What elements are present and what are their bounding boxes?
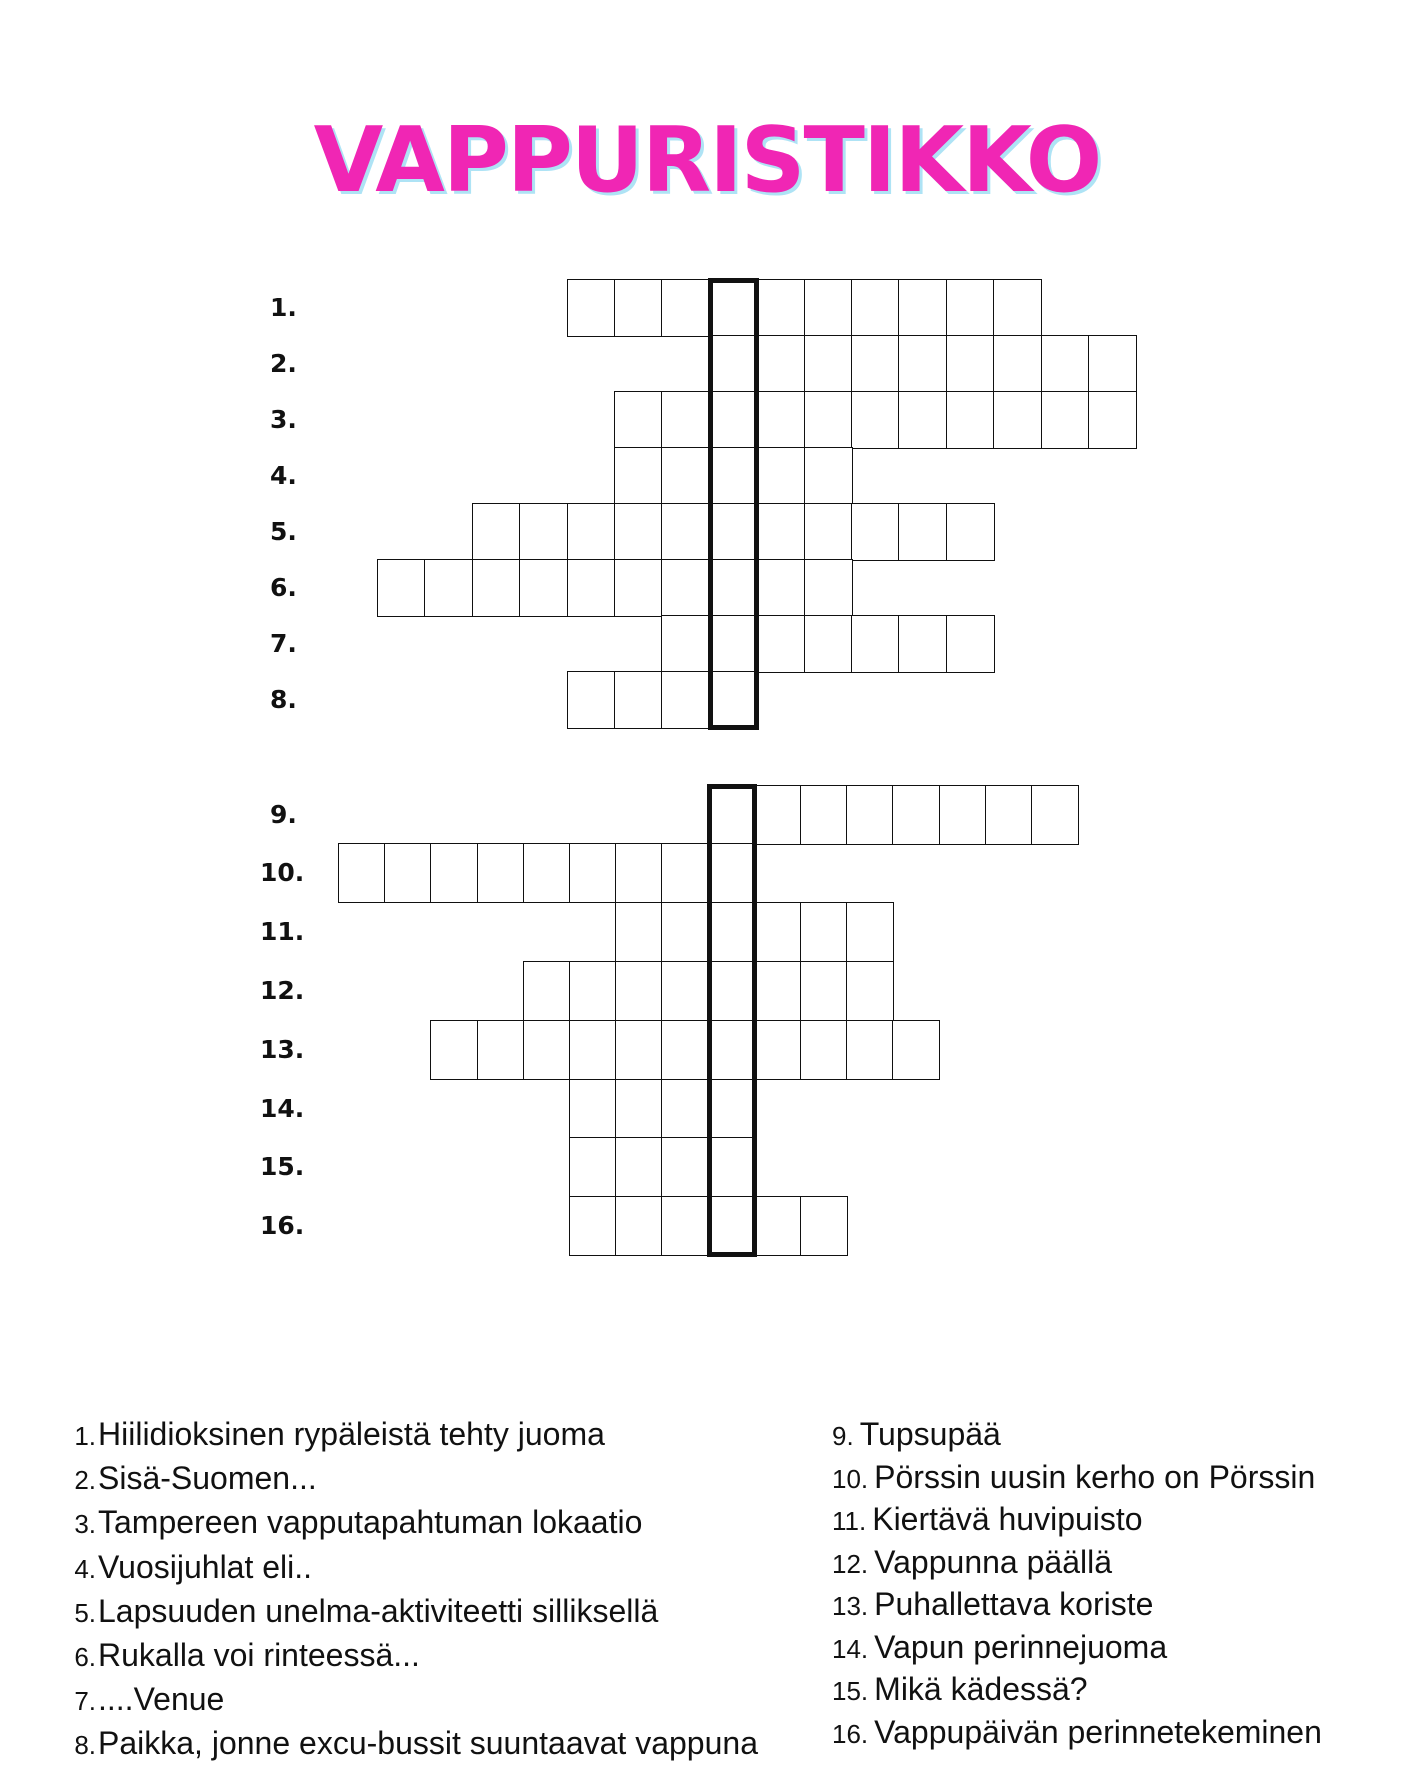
clue-text: Sisä-Suomen... [98, 1460, 317, 1497]
crossword-cell[interactable] [615, 902, 663, 962]
crossword-cell[interactable] [338, 843, 386, 903]
crossword-cell[interactable] [708, 1196, 756, 1256]
crossword-cell[interactable] [661, 1137, 709, 1197]
crossword-cell[interactable] [569, 1196, 617, 1256]
row-number: 5. [270, 517, 297, 546]
crossword-cell[interactable] [846, 1020, 894, 1080]
crossword-cell[interactable] [754, 1020, 802, 1080]
crossword-cell[interactable] [615, 843, 663, 903]
clue-text: Puhallettava koriste [874, 1586, 1154, 1622]
clue-number: 7. [74, 1686, 96, 1717]
crossword-cell[interactable] [477, 1020, 525, 1080]
crossword-cell[interactable] [1088, 335, 1137, 393]
row-number: 9. [270, 800, 297, 829]
clue-number: 8. [74, 1730, 96, 1761]
clue-item [72, 1418, 605, 1450]
clue-item [72, 1460, 317, 1497]
crossword-cell[interactable] [756, 391, 805, 449]
clue-item [72, 1592, 659, 1629]
clue-number: 13. [832, 1591, 869, 1621]
clue-text: Kiertävä huvipuisto [872, 1501, 1143, 1537]
crossword-cell[interactable] [898, 279, 947, 337]
crossword-cell[interactable] [898, 335, 947, 393]
crossword-cell[interactable] [708, 1020, 756, 1080]
crossword-cell[interactable] [472, 559, 521, 617]
crossword-cell[interactable] [708, 843, 756, 903]
crossword-cell[interactable] [661, 391, 710, 449]
clue-item [72, 1725, 758, 1762]
crossword-cell[interactable] [892, 1020, 940, 1080]
crossword-cell[interactable] [614, 559, 663, 617]
crossword-cell[interactable] [946, 335, 995, 393]
crossword-cell[interactable] [377, 559, 426, 617]
crossword-cell[interactable] [892, 785, 940, 845]
crossword-cell[interactable] [898, 615, 947, 673]
clue-text: Paikka, jonne excu-bussit suuntaavat vappuna [98, 1725, 758, 1762]
crossword-cell[interactable] [430, 843, 478, 903]
crossword-cell[interactable] [709, 671, 758, 729]
crossword-cell[interactable] [567, 559, 616, 617]
crossword-cell[interactable] [993, 335, 1042, 393]
crossword-cell[interactable] [569, 1079, 617, 1139]
crossword-cell[interactable] [567, 279, 616, 337]
crossword-cell[interactable] [756, 279, 805, 337]
crossword-cell[interactable] [800, 1196, 848, 1256]
clue-text: Vuosijuhlat eli.. [98, 1548, 313, 1585]
clue-number: 4. [74, 1553, 96, 1584]
crossword-cell[interactable] [756, 615, 805, 673]
crossword-cell[interactable] [615, 1020, 663, 1080]
crossword-cell[interactable] [569, 1137, 617, 1197]
crossword-cell[interactable] [523, 843, 571, 903]
crossword-cell[interactable] [993, 391, 1042, 449]
crossword-cell[interactable] [661, 1020, 709, 1080]
crossword-cell[interactable] [709, 559, 758, 617]
clue-item [832, 1543, 1112, 1580]
crossword-cell[interactable] [804, 447, 853, 505]
crossword-cell[interactable] [709, 447, 758, 505]
row-number: 4. [270, 461, 297, 490]
crossword-cell[interactable] [661, 1079, 709, 1139]
clue-number: 15. [832, 1676, 869, 1706]
crossword-cell[interactable] [477, 843, 525, 903]
crossword-cell[interactable] [754, 902, 802, 962]
crossword-cell[interactable] [614, 391, 663, 449]
clue-number: 5. [74, 1597, 96, 1628]
clue-number: 9. [832, 1421, 854, 1451]
crossword-cell[interactable] [804, 559, 853, 617]
crossword-cell[interactable] [614, 671, 663, 729]
crossword-cell[interactable] [709, 335, 758, 393]
clue-item [832, 1503, 1143, 1535]
row-number: 2. [270, 349, 297, 378]
crossword-cell[interactable] [804, 503, 853, 561]
crossword-cell[interactable] [661, 902, 709, 962]
crossword-cell[interactable] [1031, 785, 1079, 845]
clue-text: Rukalla voi rinteessä... [98, 1637, 420, 1673]
crossword-cell[interactable] [851, 391, 900, 449]
clue-text: Hiilidioksinen rypäleistä tehty juoma [98, 1416, 605, 1452]
crossword-cell[interactable] [614, 503, 663, 561]
row-number: 1. [270, 293, 297, 322]
clue-item [832, 1713, 1322, 1750]
crossword-cell[interactable] [846, 785, 894, 845]
clue-text: ....Venue [98, 1681, 225, 1718]
crossword-cell[interactable] [615, 1137, 663, 1197]
crossword-cell[interactable] [754, 1196, 802, 1256]
row-number: 8. [270, 685, 297, 714]
crossword-cell[interactable] [384, 843, 432, 903]
clue-number: 16. [832, 1718, 869, 1749]
crossword-cell[interactable] [424, 559, 473, 617]
crossword-cell[interactable] [985, 785, 1033, 845]
crossword-cell[interactable] [709, 279, 758, 337]
page-title: VAPPURISTIKKO [313, 108, 1101, 213]
crossword-cell[interactable] [708, 1137, 756, 1197]
crossword-cell[interactable] [946, 279, 995, 337]
crossword-cell[interactable] [1088, 391, 1137, 449]
crossword-cell[interactable] [661, 503, 710, 561]
crossword-cell[interactable] [661, 961, 709, 1021]
clue-number: 6. [74, 1642, 96, 1672]
crossword-cell[interactable] [756, 559, 805, 617]
crossword-cell[interactable] [946, 615, 995, 673]
crossword-cell[interactable] [851, 335, 900, 393]
clue-text: Pörssin uusin kerho on Pörssin [874, 1458, 1316, 1495]
crossword-cell[interactable] [708, 902, 756, 962]
crossword-cell[interactable] [846, 902, 894, 962]
crossword-cell[interactable] [661, 843, 709, 903]
crossword-cell[interactable] [709, 615, 758, 673]
clue-number: 3. [74, 1509, 96, 1540]
crossword-cell[interactable] [851, 279, 900, 337]
row-number: 11. [260, 917, 305, 946]
crossword-cell[interactable] [661, 615, 710, 673]
crossword-cell[interactable] [898, 503, 947, 561]
crossword-cell[interactable] [756, 447, 805, 505]
crossword-cell[interactable] [472, 503, 521, 561]
clue-number: 14. [832, 1633, 869, 1664]
crossword-cell[interactable] [1041, 335, 1090, 393]
row-number: 16. [260, 1211, 305, 1240]
row-number: 6. [270, 573, 297, 602]
crossword-cell[interactable] [993, 279, 1042, 337]
crossword-cell[interactable] [567, 671, 616, 729]
clue-number: 2. [74, 1465, 96, 1496]
crossword-cell[interactable] [708, 1079, 756, 1139]
crossword-cell[interactable] [615, 961, 663, 1021]
crossword-cell[interactable] [661, 559, 710, 617]
crossword-cell[interactable] [614, 279, 663, 337]
crossword-cell[interactable] [846, 961, 894, 1021]
crossword-cell[interactable] [804, 335, 853, 393]
clue-text: Mikä kädessä? [874, 1671, 1088, 1707]
row-number: 12. [260, 976, 305, 1005]
crossword-cell[interactable] [756, 503, 805, 561]
crossword-cell[interactable] [523, 961, 571, 1021]
row-number: 7. [270, 629, 297, 658]
crossword-cell[interactable] [946, 391, 995, 449]
clue-item [832, 1628, 1168, 1665]
crossword-cell[interactable] [754, 785, 802, 845]
crossword-cell[interactable] [898, 391, 947, 449]
crossword-cell[interactable] [800, 961, 848, 1021]
row-number: 3. [270, 405, 297, 434]
clue-item [832, 1673, 1088, 1705]
row-number: 15. [260, 1152, 305, 1181]
crossword-cell[interactable] [851, 615, 900, 673]
crossword-cell[interactable] [430, 1020, 478, 1080]
crossword-cell[interactable] [800, 785, 848, 845]
crossword-cell[interactable] [939, 785, 987, 845]
crossword-cell[interactable] [709, 503, 758, 561]
row-number: 14. [260, 1094, 305, 1123]
clue-item [832, 1418, 1001, 1450]
crossword-cell[interactable] [567, 503, 616, 561]
crossword-cell[interactable] [661, 1196, 709, 1256]
crossword-cell[interactable] [946, 503, 995, 561]
crossword-cell[interactable] [569, 1020, 617, 1080]
crossword-cell[interactable] [569, 843, 617, 903]
clue-item [832, 1458, 1316, 1495]
crossword-cell[interactable] [756, 335, 805, 393]
clue-number: 12. [832, 1548, 869, 1579]
crossword-cell[interactable] [661, 671, 710, 729]
crossword-cell[interactable] [523, 1020, 571, 1080]
crossword-cell[interactable] [709, 391, 758, 449]
crossword-cell[interactable] [708, 961, 756, 1021]
clue-number: 11. [832, 1506, 867, 1536]
crossword-cell[interactable] [804, 279, 853, 337]
clue-text: Tampereen vapputapahtuman lokaatio [98, 1504, 643, 1541]
crossword-cell[interactable] [615, 1196, 663, 1256]
crossword-cell[interactable] [519, 503, 568, 561]
crossword-cell[interactable] [804, 615, 853, 673]
row-number: 13. [260, 1035, 305, 1064]
crossword-cell[interactable] [800, 902, 848, 962]
crossword-cell[interactable] [708, 785, 756, 845]
clue-text: Vapun perinnejuoma [874, 1628, 1168, 1665]
clue-item [72, 1548, 313, 1585]
clue-item [832, 1588, 1153, 1620]
crossword-cell[interactable] [614, 447, 663, 505]
clue-item [72, 1504, 643, 1541]
crossword-cell[interactable] [615, 1079, 663, 1139]
clue-text: Vappupäivän perinnetekeminen [874, 1713, 1322, 1750]
clue-text: Vappunna päällä [874, 1543, 1112, 1580]
clue-text: Lapsuuden unelma-aktiviteetti silliksellä [98, 1592, 659, 1629]
clue-item [72, 1681, 225, 1718]
crossword-cell[interactable] [800, 1020, 848, 1080]
crossword-cell[interactable] [804, 391, 853, 449]
crossword-cell[interactable] [754, 961, 802, 1021]
clue-number: 10. [832, 1463, 869, 1494]
crossword-cell[interactable] [661, 447, 710, 505]
clue-text: Tupsupää [859, 1416, 1001, 1452]
row-number: 10. [260, 858, 305, 887]
crossword-cell[interactable] [661, 279, 710, 337]
crossword-cell[interactable] [519, 559, 568, 617]
clue-number: 1. [74, 1421, 96, 1451]
crossword-cell[interactable] [851, 503, 900, 561]
crossword-cell[interactable] [1041, 391, 1090, 449]
crossword-cell[interactable] [569, 961, 617, 1021]
clue-item [72, 1639, 420, 1671]
